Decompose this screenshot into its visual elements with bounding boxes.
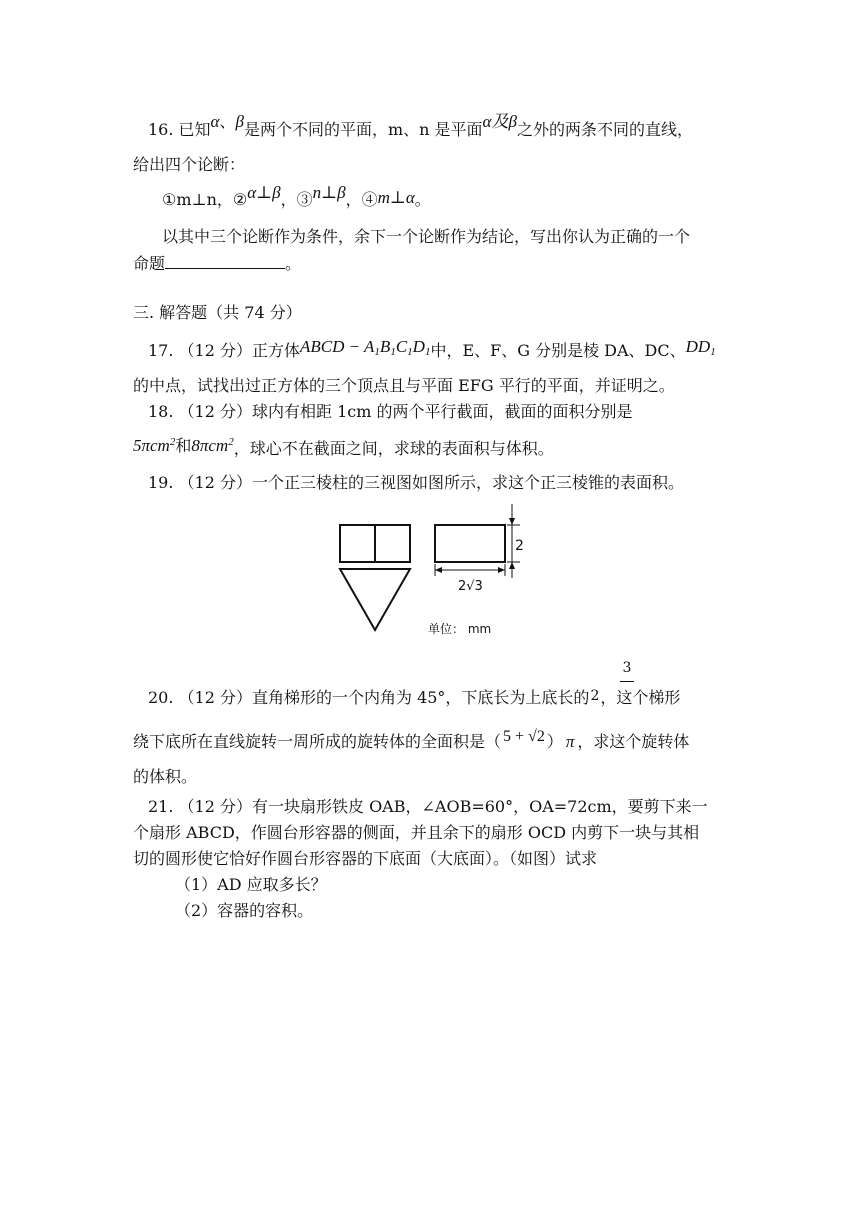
- q16-s3: ，④: [345, 190, 378, 209]
- math-beta: β: [235, 112, 244, 131]
- q16-text-c: 之外的两条不同的直线，: [516, 120, 693, 139]
- q16-line5-end: 。: [285, 254, 302, 273]
- q16-text-b: 是两个不同的平面，m、n 是平面: [243, 120, 483, 139]
- q20-text-a-end: ，这个梯形: [600, 688, 681, 707]
- q16-line5: [133, 253, 301, 274]
- q20-line3: 的体积。: [133, 767, 198, 786]
- math-dd1: $DD_1$: [685, 337, 716, 358]
- q18-line1: 18. （12 分）球内有相距 1cm 的两个平行截面，截面的面积分别是: [148, 402, 633, 421]
- dim-width-label: 2√3: [458, 579, 483, 594]
- q16-s2: ，③: [280, 190, 313, 209]
- fraction-bar: [620, 681, 634, 682]
- math-pi: π: [565, 732, 575, 751]
- dim-arrow-bottom: [509, 562, 515, 569]
- math-area2: 8πcm$^2$: [191, 436, 234, 455]
- dim-arrow-right: [498, 567, 505, 573]
- math-five-plus-sqrt2: 5 + √2: [503, 728, 545, 745]
- q18-and: 和: [175, 436, 192, 455]
- fraction-numerator: 3: [622, 660, 632, 676]
- math-alpha-and-beta: α及β: [482, 112, 517, 131]
- q17-text-b: 中，E、F、G 分别是棱 DA、DC、: [430, 341, 686, 360]
- side-view: [435, 525, 505, 562]
- q16-line5-text: 命题: [133, 254, 166, 273]
- q16-text-a: 16. 已知: [148, 120, 211, 139]
- q16-line4: 以其中三个论断作为条件，余下一个论断作为结论，写出你认为正确的一个: [162, 227, 691, 246]
- math-n-perp-beta: n⊥β: [312, 183, 346, 202]
- q18-line2: [133, 435, 554, 459]
- q20-line2: [133, 728, 690, 753]
- q20-text-b3: ，求这个旋转体: [577, 732, 690, 751]
- q16-line3: [162, 183, 431, 210]
- q21-line2: 个扇形 ABCD，作圆台形容器的侧面，并且余下的扇形 OCD 内剪下一块与其相: [133, 823, 700, 842]
- three-view-figure: [330, 500, 530, 640]
- q20-line1: [148, 688, 680, 709]
- section-title: 三. 解答题（共 74 分）: [133, 303, 302, 322]
- q20-text-b2: ）: [546, 732, 563, 751]
- q18-rest: ，球心不在截面之间，求球的表面积与体积。: [233, 439, 554, 458]
- dim-arrow-top: [509, 518, 515, 525]
- q16-line1: [148, 112, 693, 140]
- dim-height-label: 2: [515, 538, 524, 554]
- q16-s4: 。: [414, 190, 431, 209]
- math-m-perp-alpha: m⊥α: [377, 188, 415, 207]
- q17-line2: 的中点，试找出过正方体的三个顶点且与平面 EFG 平行的平面，并证明之。: [133, 376, 675, 395]
- q16-line2: 给出四个论断：: [133, 155, 246, 174]
- q16-s1: ①m⊥n，②: [162, 190, 248, 209]
- math-area1: 5πcm$^2$: [133, 436, 176, 455]
- q16-sep: 、: [219, 112, 236, 131]
- q21-part2: （2）容器的容积。: [175, 901, 314, 920]
- q20-text-b1: 绕下底所在直线旋转一周所成的旋转体的全面积是（: [133, 732, 502, 751]
- math-alpha: α: [210, 112, 220, 131]
- math-area2-text: 8πcm: [191, 436, 229, 455]
- q19-line: 19. （12 分）一个正三棱柱的三视图如图所示，求这个正三棱锥的表面积。: [148, 473, 684, 492]
- q21-part1: （1）AD 应取多长？: [175, 875, 327, 894]
- fraction-denominator: 2: [590, 688, 600, 704]
- q21-line1: 21. （12 分）有一块扇形铁皮 OAB，∠AOB=60°，OA=72cm，要剪下来一: [148, 797, 708, 816]
- math-area1-text: 5πcm: [133, 436, 170, 455]
- math-cube-name: ABCD − $A_1B_1C_1D_1$: [299, 337, 431, 358]
- math-cube-base: ABCD − A: [299, 337, 375, 356]
- top-view-triangle: [340, 569, 410, 630]
- q17-text-a: 17. （12 分）正方体: [148, 341, 300, 360]
- q21-line3: 切的圆形使它恰好作圆台形容器的下底面（大底面）。（如图）试求: [133, 849, 598, 868]
- math-alpha-perp-beta: α⊥β: [247, 183, 281, 202]
- unit-label: 单位： mm: [428, 622, 492, 636]
- q20-text-a: 20. （12 分）直角梯形的一个内角为 45°，下底长为上底长的: [148, 688, 590, 707]
- answer-blank: [165, 253, 285, 269]
- dim-arrow-left: [435, 567, 442, 573]
- q17-line1: [148, 337, 716, 366]
